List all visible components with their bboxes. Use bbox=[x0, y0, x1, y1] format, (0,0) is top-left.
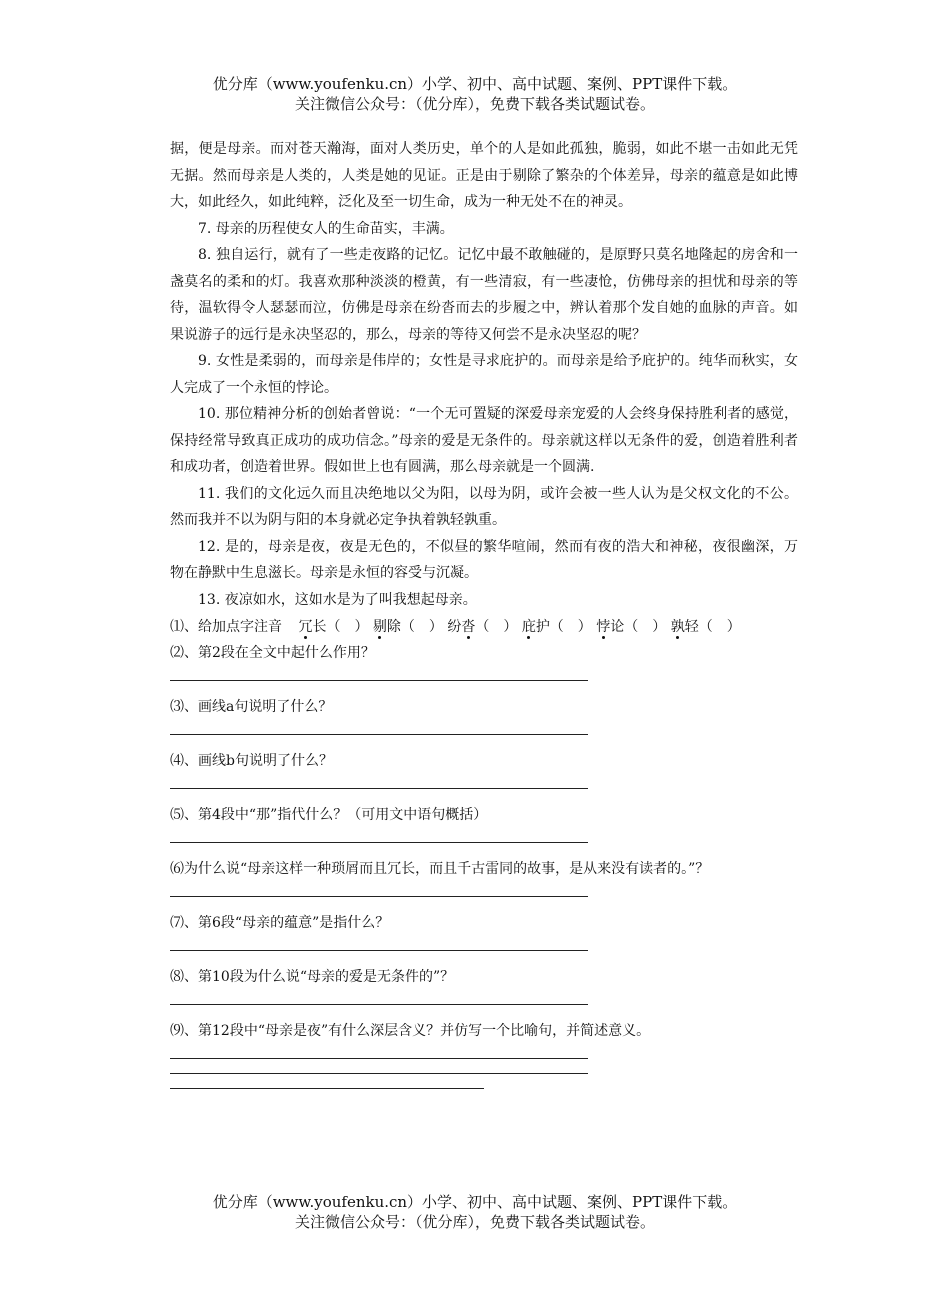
header-line-2: 关注微信公众号：（优分库），免费下载各类试题试卷。 bbox=[294, 95, 655, 113]
answer-line[interactable] bbox=[170, 1058, 588, 1059]
paragraph-7: 7. 母亲的历程使女人的生命苗实，丰满。 bbox=[198, 220, 454, 237]
question-4: ⑷、画线b句说明了什么？ bbox=[170, 753, 333, 769]
word-rest: 护（ ） bbox=[535, 619, 592, 635]
question-1 bbox=[170, 614, 798, 640]
word-rest: 除（ ） bbox=[386, 619, 443, 635]
word-item bbox=[596, 619, 666, 635]
question-2: ⑵、第2段在全文中起什么作用？ bbox=[170, 645, 375, 661]
word-rest: （ ） bbox=[475, 619, 518, 635]
question-8: ⑻、第10段为什么说“母亲的爱是无条件的”？ bbox=[170, 969, 455, 985]
page-header bbox=[0, 74, 950, 114]
page-footer bbox=[0, 1192, 950, 1232]
word-item bbox=[373, 619, 443, 635]
dotted-char: 冗 bbox=[298, 619, 313, 635]
answer-line[interactable] bbox=[170, 734, 588, 735]
word-pre: 纷 bbox=[447, 619, 462, 635]
answer-line[interactable] bbox=[170, 1004, 588, 1005]
paragraph-10: 10. 那位精神分析的创始者曾说：“一个无可置疑的深爱母亲宠爱的人会终身保持胜利者的感觉，保持经常导致真正成功的成功信念。”母亲的爱是无条件的。母亲就这样以无条件的爱，创造着胜利者和成功者，创造着世界。假如世上也有圆满，那么母亲就是一个圆满. bbox=[170, 406, 798, 475]
question-7: ⑺、第6段“母亲的蕴意”是指什么？ bbox=[170, 915, 390, 931]
word-item bbox=[447, 619, 517, 635]
dotted-char: 沓 bbox=[461, 619, 476, 635]
document-body bbox=[170, 136, 798, 1102]
dotted-char: 悖 bbox=[596, 619, 611, 635]
header-line-1: 优分库（www.youfenku.cn）小学、初中、高中试题、案例、PPT课件下载。 bbox=[212, 75, 738, 93]
dotted-char: 孰 bbox=[670, 619, 685, 635]
answer-line[interactable] bbox=[170, 1088, 484, 1089]
paragraph-12: 12. 是的，母亲是夜，夜是无色的，不似昼的繁华喧闹，然而有夜的浩大和神秘，夜很幽深，万物在静默中生息滋长。母亲是永恒的容受与沉凝。 bbox=[170, 538, 798, 581]
paragraph-6-continued: 据，便是母亲。而对苍天瀚海，面对人类历史，单个的人是如此孤独，脆弱，如此不堪一击如此无凭无据。然而母亲是人类的，人类是她的见证。正是由于剔除了繁杂的个体差异，母亲的蕴意是如此博大，如此经久，如此纯粹，泛化及至一切生命，成为一种无处不在的神灵。 bbox=[170, 141, 798, 210]
word-rest: 长（ ） bbox=[312, 619, 369, 635]
word-rest: 论（ ） bbox=[610, 619, 667, 635]
word-item bbox=[522, 619, 592, 635]
word-item bbox=[671, 619, 741, 635]
answer-line[interactable] bbox=[170, 896, 588, 897]
question-5: ⑸、第4段中“那”指代什么？（可用文中语句概括） bbox=[170, 807, 488, 823]
answer-line[interactable] bbox=[170, 842, 588, 843]
dotted-char: 庇 bbox=[521, 619, 536, 635]
answer-line[interactable] bbox=[170, 950, 588, 951]
answer-line[interactable] bbox=[170, 1073, 588, 1074]
footer-line-1: 优分库（www.youfenku.cn）小学、初中、高中试题、案例、PPT课件下载。 bbox=[212, 1193, 738, 1211]
dotted-char: 剔 bbox=[372, 619, 387, 635]
question-3: ⑶、画线a句说明了什么？ bbox=[170, 699, 333, 715]
question-9: ⑼、第12段中“母亲是夜”有什么深层含义？并仿写一个比喻句，并简述意义。 bbox=[170, 1023, 651, 1039]
question-1-lead: ⑴、给加点字注音 bbox=[170, 619, 282, 635]
answer-line[interactable] bbox=[170, 788, 588, 789]
answer-line[interactable] bbox=[170, 680, 588, 681]
word-item bbox=[298, 619, 368, 635]
paragraph-9: 9. 女性是柔弱的，而母亲是伟岸的；女性是寻求庇护的。而母亲是给予庇护的。纯华而秋实，女人完成了一个永恒的悖论。 bbox=[170, 353, 798, 396]
word-rest: 轻（ ） bbox=[684, 619, 741, 635]
paragraph-11: 11. 我们的文化远久而且决绝地以父为阳，以母为阴，或许会被一些人认为是父权文化的不公。然而我并不以为阴与阳的本身就必定争执着孰轻孰重。 bbox=[170, 485, 798, 528]
paragraph-13: 13. 夜凉如水，这如水是为了叫我想起母亲。 bbox=[198, 591, 477, 608]
footer-line-2: 关注微信公众号：（优分库），免费下载各类试题试卷。 bbox=[294, 1213, 655, 1231]
question-6: ⑹为什么说“母亲这样一种琐屑而且冗长，而且千古雷同的故事，是从来没有读者的。”？ bbox=[170, 861, 710, 877]
paragraph-8: 8. 独自运行，就有了一些走夜路的记忆。记忆中最不敢触碰的，是原野只莫名地隆起的房舍和一盏莫名的柔和的灯。我喜欢那种淡淡的橙黄，有一些清寂，有一些凄怆，仿佛母亲的担忧和母亲的等待，温软得令人瑟瑟而泣，仿佛是母亲在纷沓而去的步履之中，辨认着那个发自她的血脉的声音。如果说游子的远行是永决坚忍的，那么，母亲的等待又何尝不是永决坚忍的呢？ bbox=[170, 247, 798, 343]
